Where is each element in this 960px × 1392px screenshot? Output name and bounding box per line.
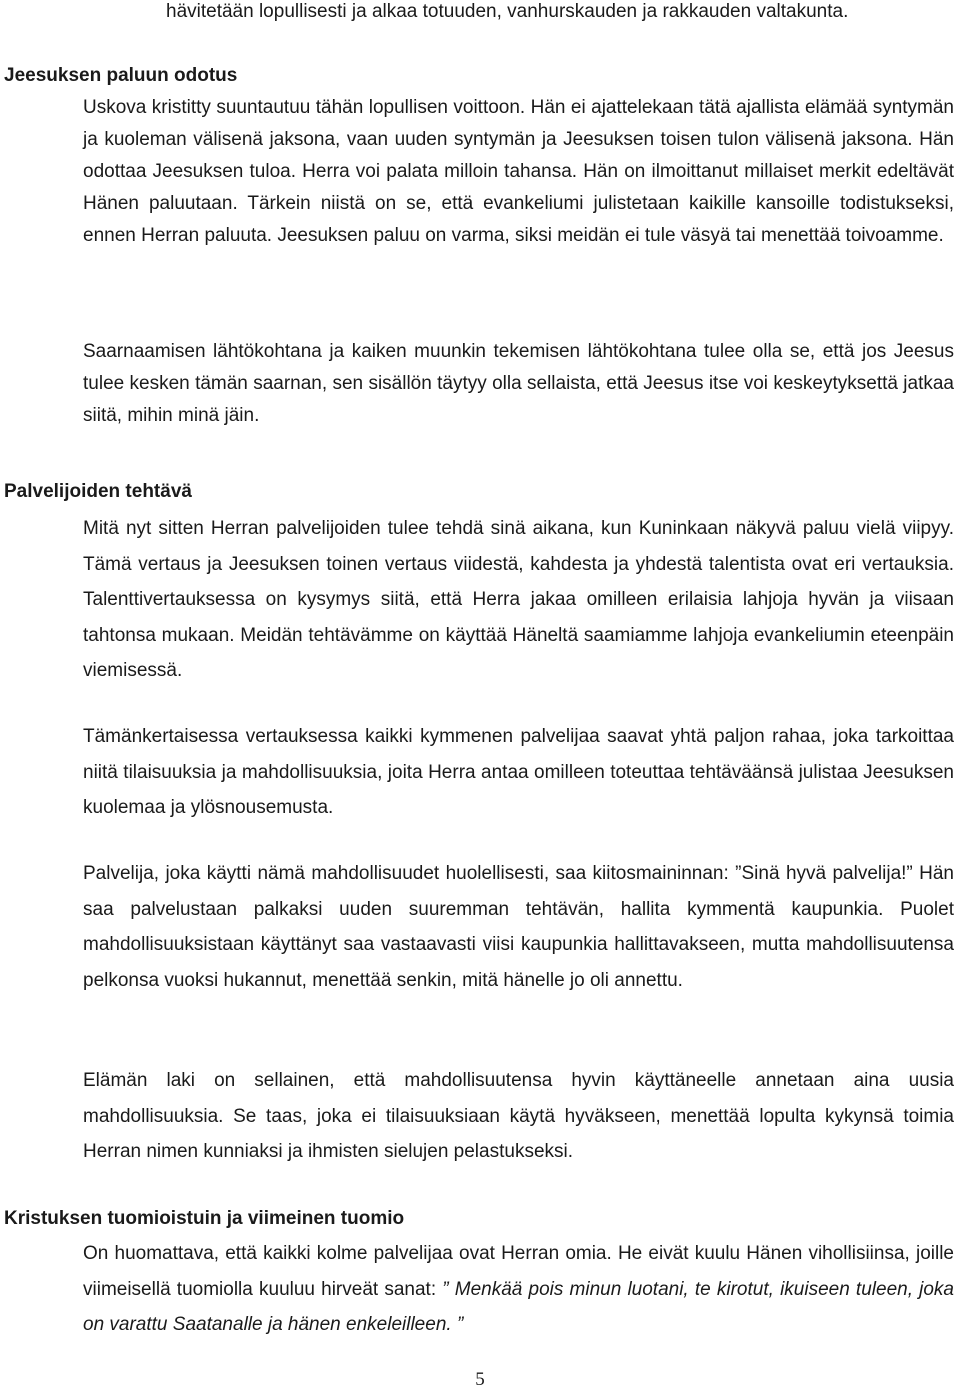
paragraph: Tämänkertaisessa vertauksessa kaikki kymmenen palvelijaa saavat yhtä paljon rahaa, joka tarkoittaa niitä tilaisuuksia ja mahdollisuuksia, joita Herra antaa omilleen toteuttaa tehtäväänsä julistaa Jeesuksen kuolemaa ja ylösnousemusta. — [83, 726, 954, 818]
paragraph: Mitä nyt sitten Herran palvelijoiden tulee tehdä sinä aikana, kun Kuninkaan näkyvä paluu vielä viipyy. Tämä vertaus ja Jeesuksen toinen vertaus viidestä, kahdesta ja yhdestä talentista ovat eri vertauksia. Talenttivertauksessa on kysymys siitä, että Herra jakaa omilleen erilaisia lahjoja hyvän ja viisaan tahtonsa mukaan. Meidän tehtävämme on käyttää Häneltä saamiamme lahjoja evankeliumin eteenpäin viemisessä. — [83, 518, 954, 681]
section-heading-3 — [0, 1203, 960, 1235]
section-3-paragraph-1 — [0, 1236, 960, 1343]
heading-kristuksen-tuomioistuin: Kristuksen tuomioistuin ja viimeinen tuomio — [4, 1208, 405, 1229]
paragraph — [83, 1236, 954, 1343]
heading-jeesuksen-paluun-odotus: Jeesuksen paluun odotus — [4, 65, 238, 86]
section-2-paragraph-3 — [0, 856, 960, 998]
section-1-paragraph-2 — [0, 336, 960, 432]
paragraph: Elämän laki on sellainen, että mahdollisuutensa hyvin käyttäneelle annetaan aina uusia mahdollisuuksia. Se taas, joka ei tilaisuuksiaan käytä hyväkseen, menettää lopulta kykynsä toimia Herran nimen kunniaksi ja ihmisten sielujen pelastukseksi. — [83, 1070, 954, 1162]
section-2-paragraph-4 — [0, 1063, 960, 1170]
section-heading-2 — [0, 476, 960, 508]
page-number: 5 — [475, 1369, 485, 1390]
paragraph: Uskova kristitty suuntautuu tähän lopullisen voittoon. Hän ei ajattelekaan tätä ajallista elämää syntymän ja kuoleman välisenä jaksona, vaan uuden syntymän ja Jeesuksen toisen tulon välisenä jaksona. Hän odottaa Jeesuksen tuloa. Herra voi palata milloin tahansa. Hän on ilmoittanut millaiset merkit edeltävät Hänen paluutaan. Tärkein niistä on se, että evankeliumi julistetaan kaikille kansoille todistukseksi, ennen Herran paluuta. Jeesuksen paluu on varma, siksi meidän ei tule väsyä tai menettää toivoamme. — [83, 97, 954, 246]
section-heading-1 — [0, 60, 960, 92]
heading-palvelijoiden-tehtava: Palvelijoiden tehtävä — [4, 481, 192, 502]
section-1-paragraph-1 — [0, 92, 960, 252]
continued-paragraph-line: hävitetään lopullisesti ja alkaa totuuden, vanhurskauden ja rakkauden valtakunta. — [166, 1, 849, 22]
quoted-italic-text: ” Menkää pois minun luotani, te kirotut, ikuiseen tuleen, joka on varattu Saatanalle ja hänen enkeleilleen. ” — [83, 1278, 954, 1335]
paragraph: Palvelija, joka käytti nämä mahdollisuudet huolellisesti, saa kiitosmaininnan: ”Sinä hyvä palvelija!” Hän saa palvelustaan palkaksi uuden suuremman tehtävän, hallita kymmentä kaupunkia. Puolet mahdollisuuksistaan käyttänyt saa vastaavasti viisi kaupunkia hallittavakseen, mutta mahdollisuutensa pelkonsa vuoksi hukannut, menettää senkin, mitä hänelle jo oli annettu. — [83, 863, 954, 991]
paragraph: Saarnaamisen lähtökohtana ja kaiken muunkin tekemisen lähtökohtana tulee olla se, että jos Jeesus tulee kesken tämän saarnan, sen sisällön täytyy olla sellaista, että Jeesus itse voi keskeytyksettä jatkaa siitä, mihin minä jäin. — [83, 341, 954, 426]
section-2-paragraph-2 — [0, 719, 960, 826]
section-2-paragraph-1 — [0, 511, 960, 689]
paragraph-plain-text: On huomattava, että kaikki kolme palvelijaa ovat Herran omia. He eivät kuulu Hänen vihollisiinsa, joille viimeisellä tuomiolla kuuluu hirveät sanat: — [83, 1243, 954, 1300]
